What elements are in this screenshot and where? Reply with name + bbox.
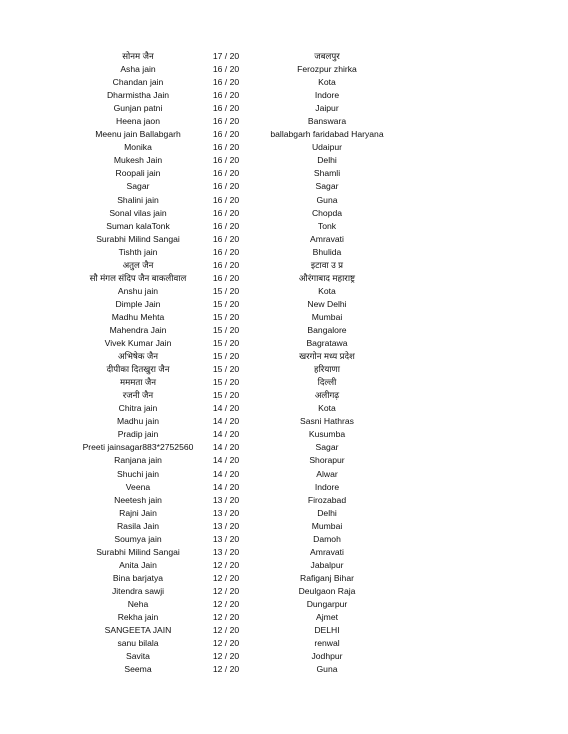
- participant-city: Sagar: [315, 181, 339, 192]
- table-row: [0, 50, 568, 63]
- table-row: [0, 311, 568, 324]
- participant-name: Vivek Kumar Jain: [104, 338, 172, 349]
- participant-name: Dimple Jain: [115, 298, 161, 309]
- participant-city: इटावा उ प्र: [310, 259, 344, 270]
- participant-city: Dungarpur: [306, 598, 348, 609]
- table-row: [0, 363, 568, 376]
- participant-name: Surabhi Milind Sangai: [96, 546, 180, 557]
- participant-score: 16 / 20: [212, 116, 240, 127]
- participant-score: 15 / 20: [212, 364, 240, 375]
- participant-city: Damoh: [313, 533, 341, 544]
- participant-score: 12 / 20: [212, 572, 240, 583]
- table-row: [0, 102, 568, 115]
- participant-city: Guna: [316, 194, 338, 205]
- participant-name: अभिषेक जैन: [118, 351, 158, 362]
- participant-city: Rafiganj Bihar: [300, 572, 354, 583]
- participant-city: Delhi: [317, 155, 337, 166]
- participant-score: 12 / 20: [212, 598, 240, 609]
- participant-score: 15 / 20: [212, 311, 240, 322]
- table-row: [0, 572, 568, 585]
- participant-city: Kota: [318, 285, 336, 296]
- table-row: [0, 298, 568, 311]
- table-row: [0, 546, 568, 559]
- participant-name: Shalini jain: [117, 194, 159, 205]
- participant-name: Soumya jain: [114, 533, 162, 544]
- table-row: [0, 272, 568, 285]
- participant-score: 13 / 20: [212, 533, 240, 544]
- table-row: [0, 259, 568, 272]
- table-row: [0, 63, 568, 76]
- participant-name: Neetesh jain: [114, 494, 162, 505]
- table-row: [0, 650, 568, 663]
- participant-score: 16 / 20: [212, 168, 240, 179]
- table-row: [0, 559, 568, 572]
- participant-name: Preeti jainsagar883*2752560: [82, 442, 194, 453]
- participant-name: Madhu Mehta: [111, 311, 165, 322]
- table-row: [0, 481, 568, 494]
- participant-name: Suman kalaTonk: [106, 220, 170, 231]
- participant-score: 13 / 20: [212, 546, 240, 557]
- table-row: [0, 180, 568, 193]
- participant-name: Sagar: [126, 181, 150, 192]
- table-row: [0, 167, 568, 180]
- table-row: [0, 598, 568, 611]
- table-row: [0, 115, 568, 128]
- table-row: [0, 533, 568, 546]
- participant-name: Asha jain: [120, 64, 156, 75]
- table-row: [0, 141, 568, 154]
- participant-score: 14 / 20: [212, 468, 240, 479]
- table-row: [0, 324, 568, 337]
- participant-city: दिल्ली: [317, 377, 337, 388]
- participant-city: Amravati: [310, 546, 344, 557]
- participant-name: Rekha jain: [117, 612, 159, 623]
- participant-score: 12 / 20: [212, 559, 240, 570]
- participant-name: Anita Jain: [119, 559, 157, 570]
- participant-name: Ranjana jain: [114, 455, 162, 466]
- participant-city: Jodhpur: [311, 651, 343, 662]
- participant-city: Jaipur: [315, 103, 339, 114]
- participant-score: 16 / 20: [212, 129, 240, 140]
- participant-score: 16 / 20: [212, 259, 240, 270]
- participant-city: Shorapur: [309, 455, 345, 466]
- participant-city: Delhi: [317, 507, 337, 518]
- results-sheet: [0, 50, 568, 676]
- table-row: [0, 128, 568, 141]
- participant-city: Kota: [318, 77, 336, 88]
- participant-city: New Delhi: [307, 298, 347, 309]
- table-row: [0, 441, 568, 454]
- participant-city: Ajmet: [316, 612, 338, 623]
- participant-name: सौ मंगल संदिप जैन बाकलीवाल: [89, 272, 187, 283]
- table-row: [0, 76, 568, 89]
- participant-name: Monika: [124, 142, 152, 153]
- participant-name: Jitendra sawji: [111, 585, 165, 596]
- table-row: [0, 207, 568, 220]
- participant-name: Surabhi Milind Sangai: [96, 233, 180, 244]
- participant-city: Alwar: [316, 468, 338, 479]
- participant-name: Madhu jain: [116, 416, 160, 427]
- participant-city: Banswara: [307, 116, 347, 127]
- participant-name: Heena jaon: [116, 116, 160, 127]
- participant-city: Udaipur: [311, 142, 343, 153]
- participant-city: renwal: [314, 638, 340, 649]
- participant-city: खरगोन मध्य प्रदेश: [299, 351, 355, 362]
- participant-name: SANGEETA JAIN: [104, 625, 172, 636]
- participant-name: Chitra jain: [118, 403, 158, 414]
- participant-score: 16 / 20: [212, 142, 240, 153]
- participant-name: Sonal vilas jain: [109, 207, 167, 218]
- participant-score: 12 / 20: [212, 585, 240, 596]
- participant-score: 16 / 20: [212, 103, 240, 114]
- participant-name: अतुल जैन: [122, 259, 154, 270]
- table-row: [0, 285, 568, 298]
- participant-city: औरंगाबाद महाराष्ट्र: [298, 272, 356, 283]
- participant-name: Mahendra Jain: [109, 324, 167, 335]
- participant-score: 14 / 20: [212, 403, 240, 414]
- participant-name: मममता जैन: [119, 377, 157, 388]
- participant-score: 12 / 20: [212, 638, 240, 649]
- participant-name: Shuchi jain: [116, 468, 160, 479]
- participant-name: Bina barjatya: [112, 572, 164, 583]
- participant-score: 15 / 20: [212, 338, 240, 349]
- table-row: [0, 663, 568, 676]
- participant-city: Deulgaon Raja: [298, 585, 356, 596]
- participant-score: 16 / 20: [212, 272, 240, 283]
- table-row: [0, 350, 568, 363]
- participant-score: 14 / 20: [212, 442, 240, 453]
- participant-score: 14 / 20: [212, 481, 240, 492]
- table-row: [0, 415, 568, 428]
- participant-city: Bagratawa: [306, 338, 348, 349]
- participant-score: 16 / 20: [212, 233, 240, 244]
- table-row: [0, 520, 568, 533]
- participant-name: Rajni Jain: [119, 507, 157, 518]
- participant-score: 13 / 20: [212, 507, 240, 518]
- table-row: [0, 337, 568, 350]
- table-row: [0, 233, 568, 246]
- participant-score: 15 / 20: [212, 285, 240, 296]
- participant-score: 13 / 20: [212, 494, 240, 505]
- participant-score: 16 / 20: [212, 181, 240, 192]
- participant-city: Firozabad: [307, 494, 347, 505]
- table-row: [0, 637, 568, 650]
- table-row: [0, 220, 568, 233]
- table-row: [0, 454, 568, 467]
- participant-score: 15 / 20: [212, 390, 240, 401]
- table-row: [0, 494, 568, 507]
- table-row: [0, 389, 568, 402]
- participant-score: 12 / 20: [212, 612, 240, 623]
- participant-score: 16 / 20: [212, 155, 240, 166]
- participant-score: 15 / 20: [212, 298, 240, 309]
- table-row: [0, 402, 568, 415]
- participant-city: Tonk: [317, 220, 337, 231]
- participant-score: 12 / 20: [212, 625, 240, 636]
- participant-city: जबलपुर: [314, 51, 340, 61]
- participant-city: Bangalore: [307, 324, 347, 335]
- participant-city: Sasni Hathras: [300, 416, 354, 427]
- participant-score: 16 / 20: [212, 90, 240, 101]
- participant-city: Kota: [318, 403, 336, 414]
- participant-name: Neha: [127, 598, 149, 609]
- participant-score: 13 / 20: [212, 520, 240, 531]
- participant-city: अलीगढ़: [314, 390, 340, 401]
- participant-name: Dharmistha Jain: [106, 90, 170, 101]
- participant-score: 14 / 20: [212, 429, 240, 440]
- table-row: [0, 624, 568, 637]
- participant-score: 14 / 20: [212, 416, 240, 427]
- table-row: [0, 376, 568, 389]
- participant-name: sanu bilala: [117, 638, 159, 649]
- participant-name: Gunjan patni: [113, 103, 163, 114]
- table-row: [0, 194, 568, 207]
- participant-city: Chopda: [311, 207, 343, 218]
- table-row: [0, 585, 568, 598]
- participant-city: Amravati: [310, 233, 344, 244]
- participant-score: 16 / 20: [212, 220, 240, 231]
- participant-name: Veena: [125, 481, 151, 492]
- participant-city: हरियाणा: [314, 364, 340, 375]
- participant-name: Mukesh Jain: [113, 155, 163, 166]
- participant-score: 15 / 20: [212, 377, 240, 388]
- participant-score: 14 / 20: [212, 455, 240, 466]
- participant-score: 17 / 20: [212, 51, 240, 61]
- participant-city: Ferozpur zhirka: [297, 64, 357, 75]
- participant-name: Meenu jain Ballabgarh: [95, 129, 181, 140]
- participant-score: 15 / 20: [212, 324, 240, 335]
- participant-score: 16 / 20: [212, 207, 240, 218]
- participant-city: Indore: [314, 481, 340, 492]
- participant-name: Chandan jain: [112, 77, 164, 88]
- table-row: [0, 611, 568, 624]
- table-row: [0, 154, 568, 167]
- participant-city: Sagar: [315, 442, 339, 453]
- participant-name: रजनी जैन: [122, 390, 154, 401]
- participant-name: Roopali jain: [115, 168, 161, 179]
- table-row: [0, 89, 568, 102]
- participant-city: Jabalpur: [310, 559, 344, 570]
- participant-city: Shamli: [313, 168, 341, 179]
- participant-score: 12 / 20: [212, 651, 240, 662]
- participant-name: Pradip jain: [117, 429, 159, 440]
- participant-score: 16 / 20: [212, 194, 240, 205]
- participant-score: 16 / 20: [212, 77, 240, 88]
- participant-name: Tishth jain: [118, 246, 158, 257]
- table-row: [0, 428, 568, 441]
- participant-name: Anshu jain: [117, 285, 159, 296]
- participant-score: 12 / 20: [212, 664, 240, 675]
- participant-city: Indore: [314, 90, 340, 101]
- participant-name: Savita: [126, 651, 150, 662]
- participant-score: 16 / 20: [212, 64, 240, 75]
- participant-name: सोनम जैन: [122, 51, 154, 61]
- participant-name: दीपीका दितखुरा जैन: [106, 364, 170, 375]
- participant-city: Bhulida: [312, 246, 342, 257]
- participant-city: Guna: [316, 664, 338, 675]
- participant-score: 16 / 20: [212, 246, 240, 257]
- participant-score: 15 / 20: [212, 351, 240, 362]
- participant-city: DELHI: [314, 625, 340, 636]
- participant-name: Seema: [124, 664, 152, 675]
- table-row: [0, 468, 568, 481]
- table-row: [0, 507, 568, 520]
- participant-city: Mumbai: [311, 311, 343, 322]
- table-row: [0, 246, 568, 259]
- participant-city: ballabgarh faridabad Haryana: [270, 129, 384, 140]
- participant-city: Mumbai: [311, 520, 343, 531]
- participant-city: Kusumba: [308, 429, 346, 440]
- participant-name: Rasila Jain: [116, 520, 160, 531]
